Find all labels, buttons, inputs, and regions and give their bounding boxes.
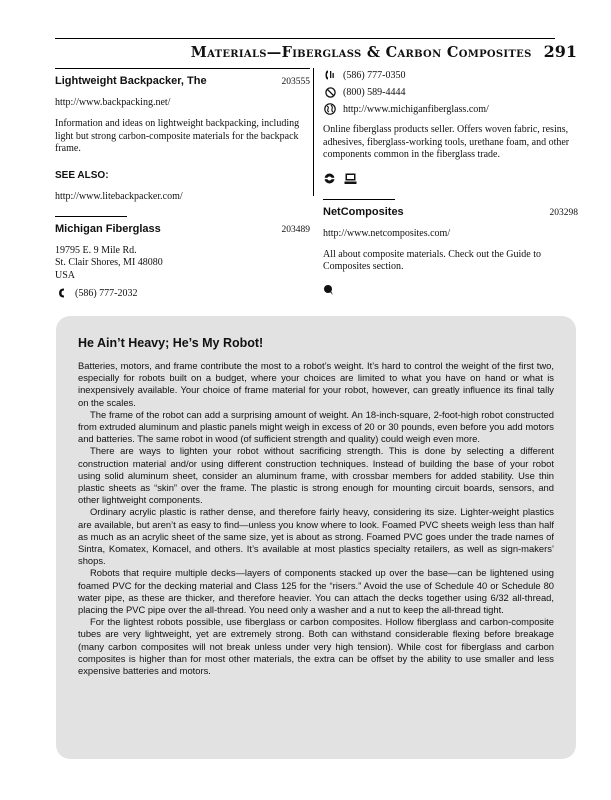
entry-id: 203298: [549, 207, 578, 218]
entry-url[interactable]: http://www.backpacking.net/: [55, 97, 171, 108]
entry-rule: [55, 216, 127, 217]
no-calls-icon: [323, 86, 337, 98]
running-header: [55, 39, 577, 61]
sidebar-paragraph: Batteries, motors, and frame contribute the most to a robot’s weight. It’s hard to control the weight of the first two, especially for robots built on a budget, where your choices are limited to what you have on hand or what is inexpensively available. Your choice of frame material for your robot, however, can greatly influence its final tally on the scales.: [78, 360, 554, 408]
fax-row: [323, 68, 578, 82]
page-number: 291: [543, 42, 577, 61]
entry-description: Information and ideas on lightweight backpacking, including light but strong carbon-composite materials for the backpack frame.: [55, 118, 300, 154]
web-row: [323, 102, 578, 116]
website-url[interactable]: http://www.michiganfiberglass.com/: [343, 103, 489, 115]
left-column: [55, 68, 310, 300]
entry-rule: [323, 199, 395, 200]
address-line: 19795 E. 9 Mile Rd.: [55, 244, 137, 256]
entry-id: 203555: [281, 77, 310, 87]
tollfree-row: [323, 85, 578, 99]
globe-icon: [323, 103, 337, 115]
running-header-title: Materials—Fiberglass & Carbon Composites: [190, 44, 532, 61]
entry-name: NetComposites: [323, 205, 404, 218]
sidebar-title: He Ain’t Heavy; He’s My Robot!: [78, 336, 264, 350]
entry-header: [323, 206, 578, 218]
column-divider: [313, 68, 314, 196]
entry-id: 203489: [281, 224, 310, 235]
address-country: USA: [55, 269, 76, 281]
entry-description: All about composite materials. Check out the Guide to Composites section.: [323, 248, 542, 272]
entry-header: [55, 223, 310, 235]
sidebar-paragraph: There are ways to lighten your robot without sacrificing strength. This is done by selecting a different construction material and/or using different construction techniques. Instead of building the base of your robot using solid aluminum sheet, consider an aluminum frame, with crossbar members for added stability. Use thin plastic sheets as “skin” over the frame. The plastic is strong enough for mounting circuit boards, sensors, and other lightweight components.: [78, 445, 554, 506]
sidebar-paragraph: Robots that require multiple decks—layers of components stacked up over the base—can be lightened using foamed PVC for the decking material and Class 125 for the “risers.” Avoid the use of Schedule 40 or Schedule 80 water pipe, as these are thicker, and therefore heavier. You can attach the decks together using 6/32 all-thread, placing the PVC pipe over the all-thread. You need only a washer and a nut to keep the all-thread tight.: [78, 567, 554, 616]
fax-icon: [323, 69, 337, 81]
entry-header: [55, 75, 310, 87]
phone-row: [55, 286, 310, 300]
info-icon: [323, 284, 335, 296]
catalog-icon: [323, 172, 336, 185]
sidebar-paragraph: The frame of the robot can add a surprising amount of weight. An 18-inch-square, 2-foot-high robot constructed from extruded aluminum and plastic panels might weigh in excess of 20 or 30 pounds, even before you add motors and batteries. The same robot in wood (of sufficient strength and quality) could weigh even more.: [78, 408, 554, 445]
entry-description: Online fiberglass products seller. Offers woven fabric, resins, adhesives, fiberglass-working tools, urethane foam, and other components common in the fiberglass trade.: [323, 124, 570, 160]
sidebar-box: [56, 316, 576, 759]
phone-icon: [55, 287, 69, 299]
sidebar-paragraph: Ordinary acrylic plastic is rather dense, and therefore fairly heavy, considering its size. Lighter-weight plastics are available, but aren’t as easy to find—unless you know where to look. Foamed PVC sheets weigh less than half as much as an acrylic sheet of the same size, yet is about as strong. Foamed PVC goes under the trade names of Sintra, Komatex, Komacel, and others. It’s available at most plastics specialty retailers, as well as sign-makers’ shops.: [78, 506, 554, 567]
tollfree-number: (800) 589-4444: [343, 86, 406, 98]
see-also-url[interactable]: http://www.litebackpacker.com/: [55, 190, 183, 202]
entry-name: Lightweight Backpacker, The: [55, 75, 207, 87]
feature-icons: [323, 284, 578, 296]
entry-url[interactable]: http://www.netcomposites.com/: [323, 227, 451, 239]
computer-icon: [344, 172, 357, 185]
feature-icons: [323, 172, 578, 185]
entry-name: Michigan Fiberglass: [55, 222, 161, 235]
phone-number: (586) 777-2032: [75, 287, 138, 299]
see-also-label: SEE ALSO:: [55, 169, 109, 181]
entry-rule: [55, 68, 310, 69]
sidebar-paragraph: For the lightest robots possible, use fiberglass or carbon composites. Hollow fiberglass and carbon-composite tubes are very lightweight, yet are extremely strong. Both can withstand considerable flexing before breakage (many carbon composites will not break unless under very high tension). While cost for fiberglass and carbon composites is higher than for most other materials, the extra can be offset by the ability to use smaller and less expensive batteries and motors.: [78, 616, 554, 677]
right-column: [323, 68, 578, 296]
fax-number: (586) 777-0350: [343, 69, 406, 81]
address-line: St. Clair Shores, MI 48080: [55, 257, 163, 268]
